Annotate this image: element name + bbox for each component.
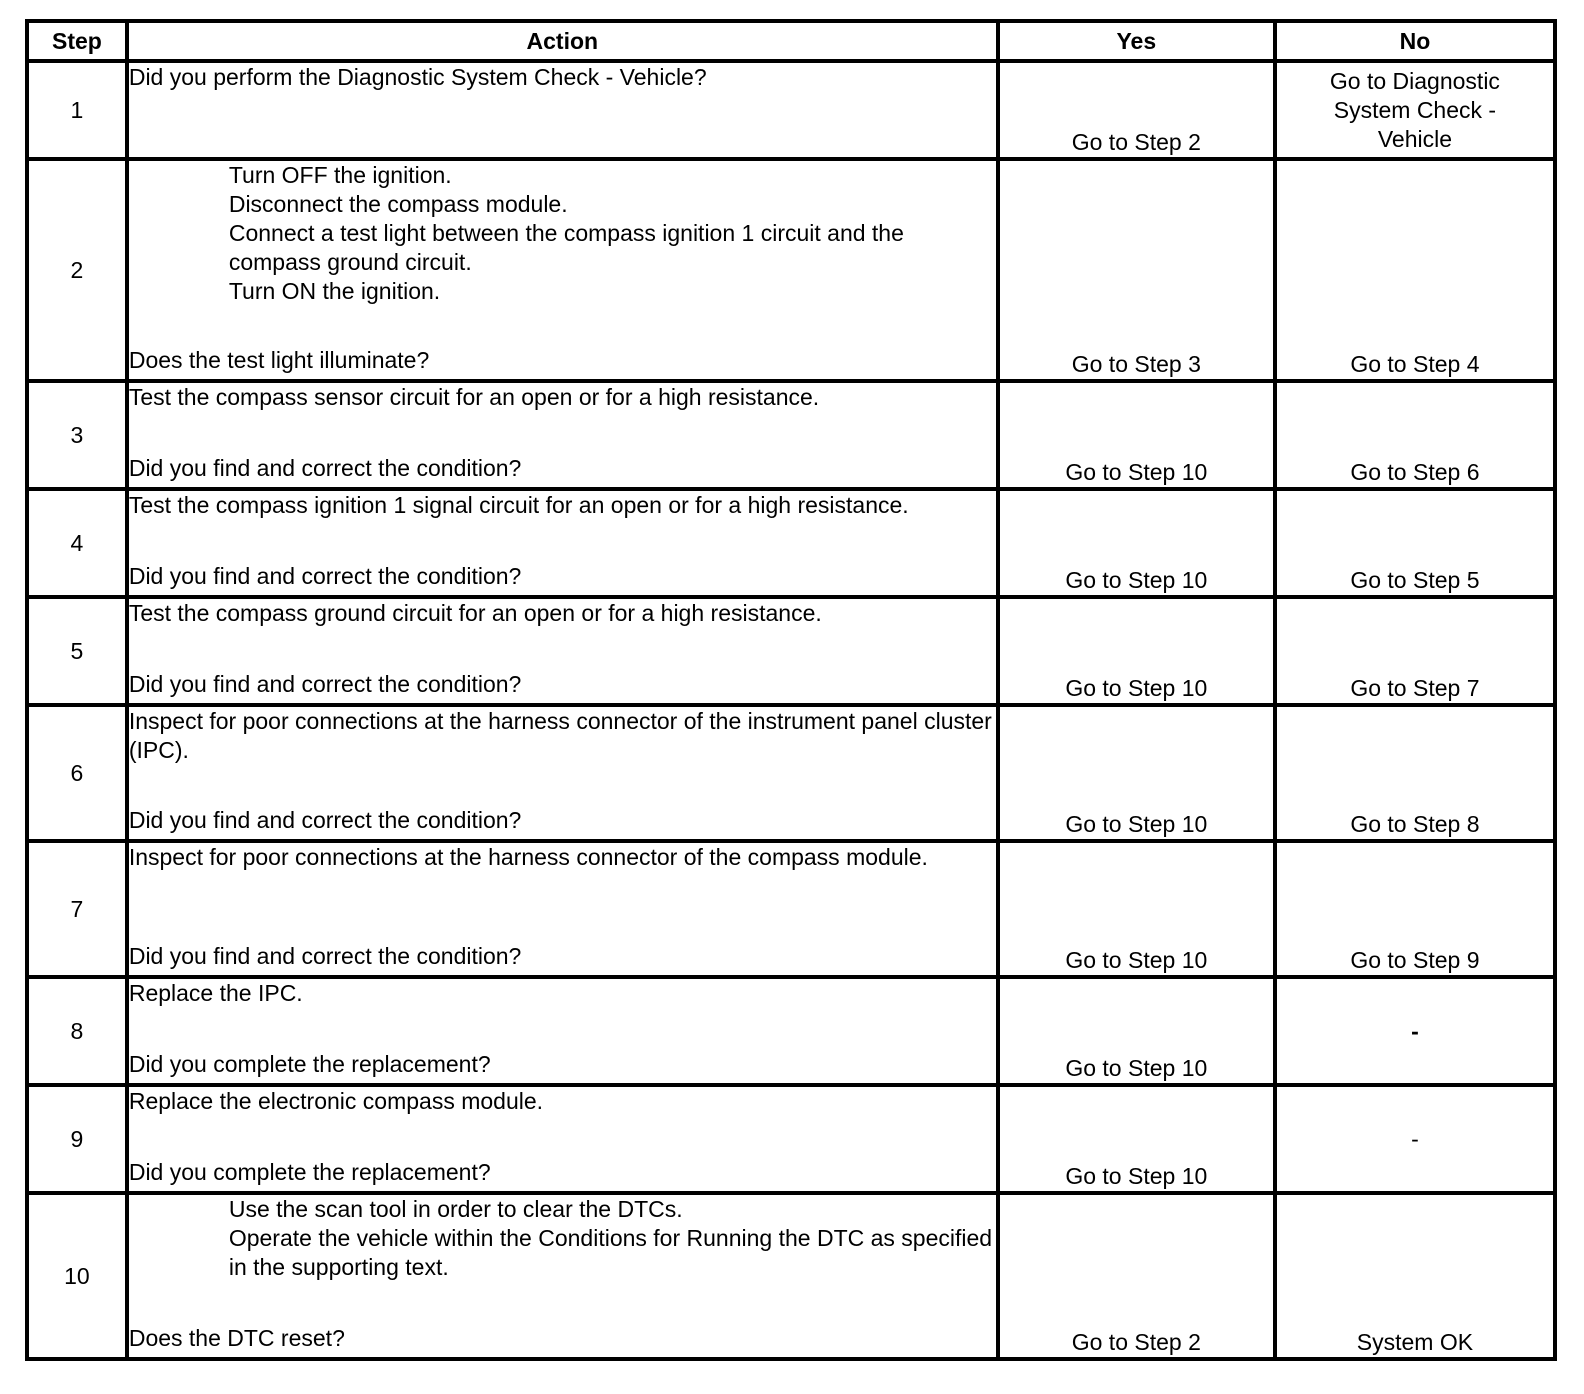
action-cell bbox=[127, 61, 998, 159]
table-row bbox=[27, 1085, 1555, 1193]
step-number: 9 bbox=[27, 1085, 127, 1193]
yes-cell: Go to Step 10 bbox=[998, 1085, 1275, 1193]
table-row bbox=[27, 489, 1555, 597]
table-row bbox=[27, 381, 1555, 489]
action-cell bbox=[127, 159, 998, 381]
instruction-list bbox=[129, 1195, 996, 1282]
step-number: 2 bbox=[27, 159, 127, 381]
step-number: 7 bbox=[27, 841, 127, 977]
action-cell bbox=[127, 1193, 998, 1359]
step-number: 1 bbox=[27, 61, 127, 159]
instruction-text: Replace the IPC. bbox=[128, 980, 303, 1006]
yes-cell: Go to Step 10 bbox=[998, 381, 1275, 489]
no-cell: Go to Step 7 bbox=[1275, 597, 1555, 705]
instruction-text: Did you perform the Diagnostic System Check - Vehicle? bbox=[128, 64, 707, 90]
question-text: Did you complete the replacement? bbox=[128, 1159, 491, 1185]
header-step: Step bbox=[27, 21, 127, 61]
action-cell bbox=[127, 489, 998, 597]
yes-cell: Go to Step 10 bbox=[998, 841, 1275, 977]
step-number: 6 bbox=[27, 705, 127, 841]
instruction-text: Connect a test light between the compass ignition 1 circuit and the compass ground circuit. bbox=[228, 220, 904, 275]
table-row bbox=[27, 841, 1555, 977]
table-row bbox=[27, 597, 1555, 705]
no-cell: Go to Step 6 bbox=[1275, 381, 1555, 489]
no-cell: Go to Step 8 bbox=[1275, 705, 1555, 841]
no-cell: Go to Step 9 bbox=[1275, 841, 1555, 977]
yes-cell: Go to Step 10 bbox=[998, 977, 1275, 1085]
question-text: Did you find and correct the condition? bbox=[128, 671, 522, 697]
yes-cell: Go to Step 3 bbox=[998, 159, 1275, 381]
header-row bbox=[27, 21, 1555, 61]
instruction-text: Replace the electronic compass module. bbox=[128, 1088, 544, 1114]
instruction-text: Use the scan tool in order to clear the DTCs. bbox=[228, 1196, 683, 1222]
step-number: 4 bbox=[27, 489, 127, 597]
header-no: No bbox=[1275, 21, 1555, 61]
no-cell: Go to Step 4 bbox=[1275, 159, 1555, 381]
instruction-text: Turn OFF the ignition. bbox=[228, 162, 452, 188]
instruction-text: Test the compass sensor circuit for an open or for a high resistance. bbox=[128, 384, 820, 410]
instruction-list bbox=[129, 161, 996, 306]
yes-cell: Go to Step 10 bbox=[998, 597, 1275, 705]
table-row bbox=[27, 705, 1555, 841]
header-yes: Yes bbox=[998, 21, 1275, 61]
table-row bbox=[27, 1193, 1555, 1359]
step-number: 10 bbox=[27, 1193, 127, 1359]
question-text: Did you find and correct the condition? bbox=[128, 455, 522, 481]
instruction-text: Inspect for poor connections at the harness connector of the compass module. bbox=[128, 844, 928, 870]
instruction-text: Turn ON the ignition. bbox=[228, 278, 441, 304]
instruction-text: Operate the vehicle within the Conditions for Running the DTC as specified in the supporting text. bbox=[228, 1225, 993, 1280]
header-action: Action bbox=[127, 21, 998, 61]
question-text: Does the test light illuminate? bbox=[128, 347, 430, 373]
no-cell: Go to Diagnostic System Check - Vehicle bbox=[1275, 61, 1555, 159]
instruction-text: Test the compass ground circuit for an open or for a high resistance. bbox=[128, 600, 822, 626]
question-text: Did you complete the replacement? bbox=[128, 1051, 491, 1077]
yes-cell: Go to Step 2 bbox=[998, 61, 1275, 159]
no-cell: - bbox=[1275, 1085, 1555, 1193]
table-row bbox=[27, 159, 1555, 381]
diagnostic-table bbox=[25, 19, 1557, 1361]
question-text: Does the DTC reset? bbox=[128, 1325, 345, 1351]
question-text: Did you find and correct the condition? bbox=[128, 807, 522, 833]
yes-cell: Go to Step 10 bbox=[998, 489, 1275, 597]
table-row bbox=[27, 61, 1555, 159]
action-cell bbox=[127, 977, 998, 1085]
question-text: Did you find and correct the condition? bbox=[128, 943, 522, 969]
action-cell bbox=[127, 841, 998, 977]
no-cell: System OK bbox=[1275, 1193, 1555, 1359]
yes-cell: Go to Step 2 bbox=[998, 1193, 1275, 1359]
step-number: 5 bbox=[27, 597, 127, 705]
step-number: 8 bbox=[27, 977, 127, 1085]
question-text: Did you find and correct the condition? bbox=[128, 563, 522, 589]
instruction-text: Test the compass ignition 1 signal circuit for an open or for a high resistance. bbox=[128, 492, 909, 518]
step-number: 3 bbox=[27, 381, 127, 489]
yes-cell: Go to Step 10 bbox=[998, 705, 1275, 841]
instruction-text: Disconnect the compass module. bbox=[228, 191, 568, 217]
no-cell: - bbox=[1275, 977, 1555, 1085]
action-cell bbox=[127, 705, 998, 841]
action-cell bbox=[127, 381, 998, 489]
table-row bbox=[27, 977, 1555, 1085]
instruction-text: Inspect for poor connections at the harness connector of the instrument panel cluster (IPC). bbox=[128, 708, 992, 763]
no-cell: Go to Step 5 bbox=[1275, 489, 1555, 597]
action-cell bbox=[127, 1085, 998, 1193]
action-cell bbox=[127, 597, 998, 705]
